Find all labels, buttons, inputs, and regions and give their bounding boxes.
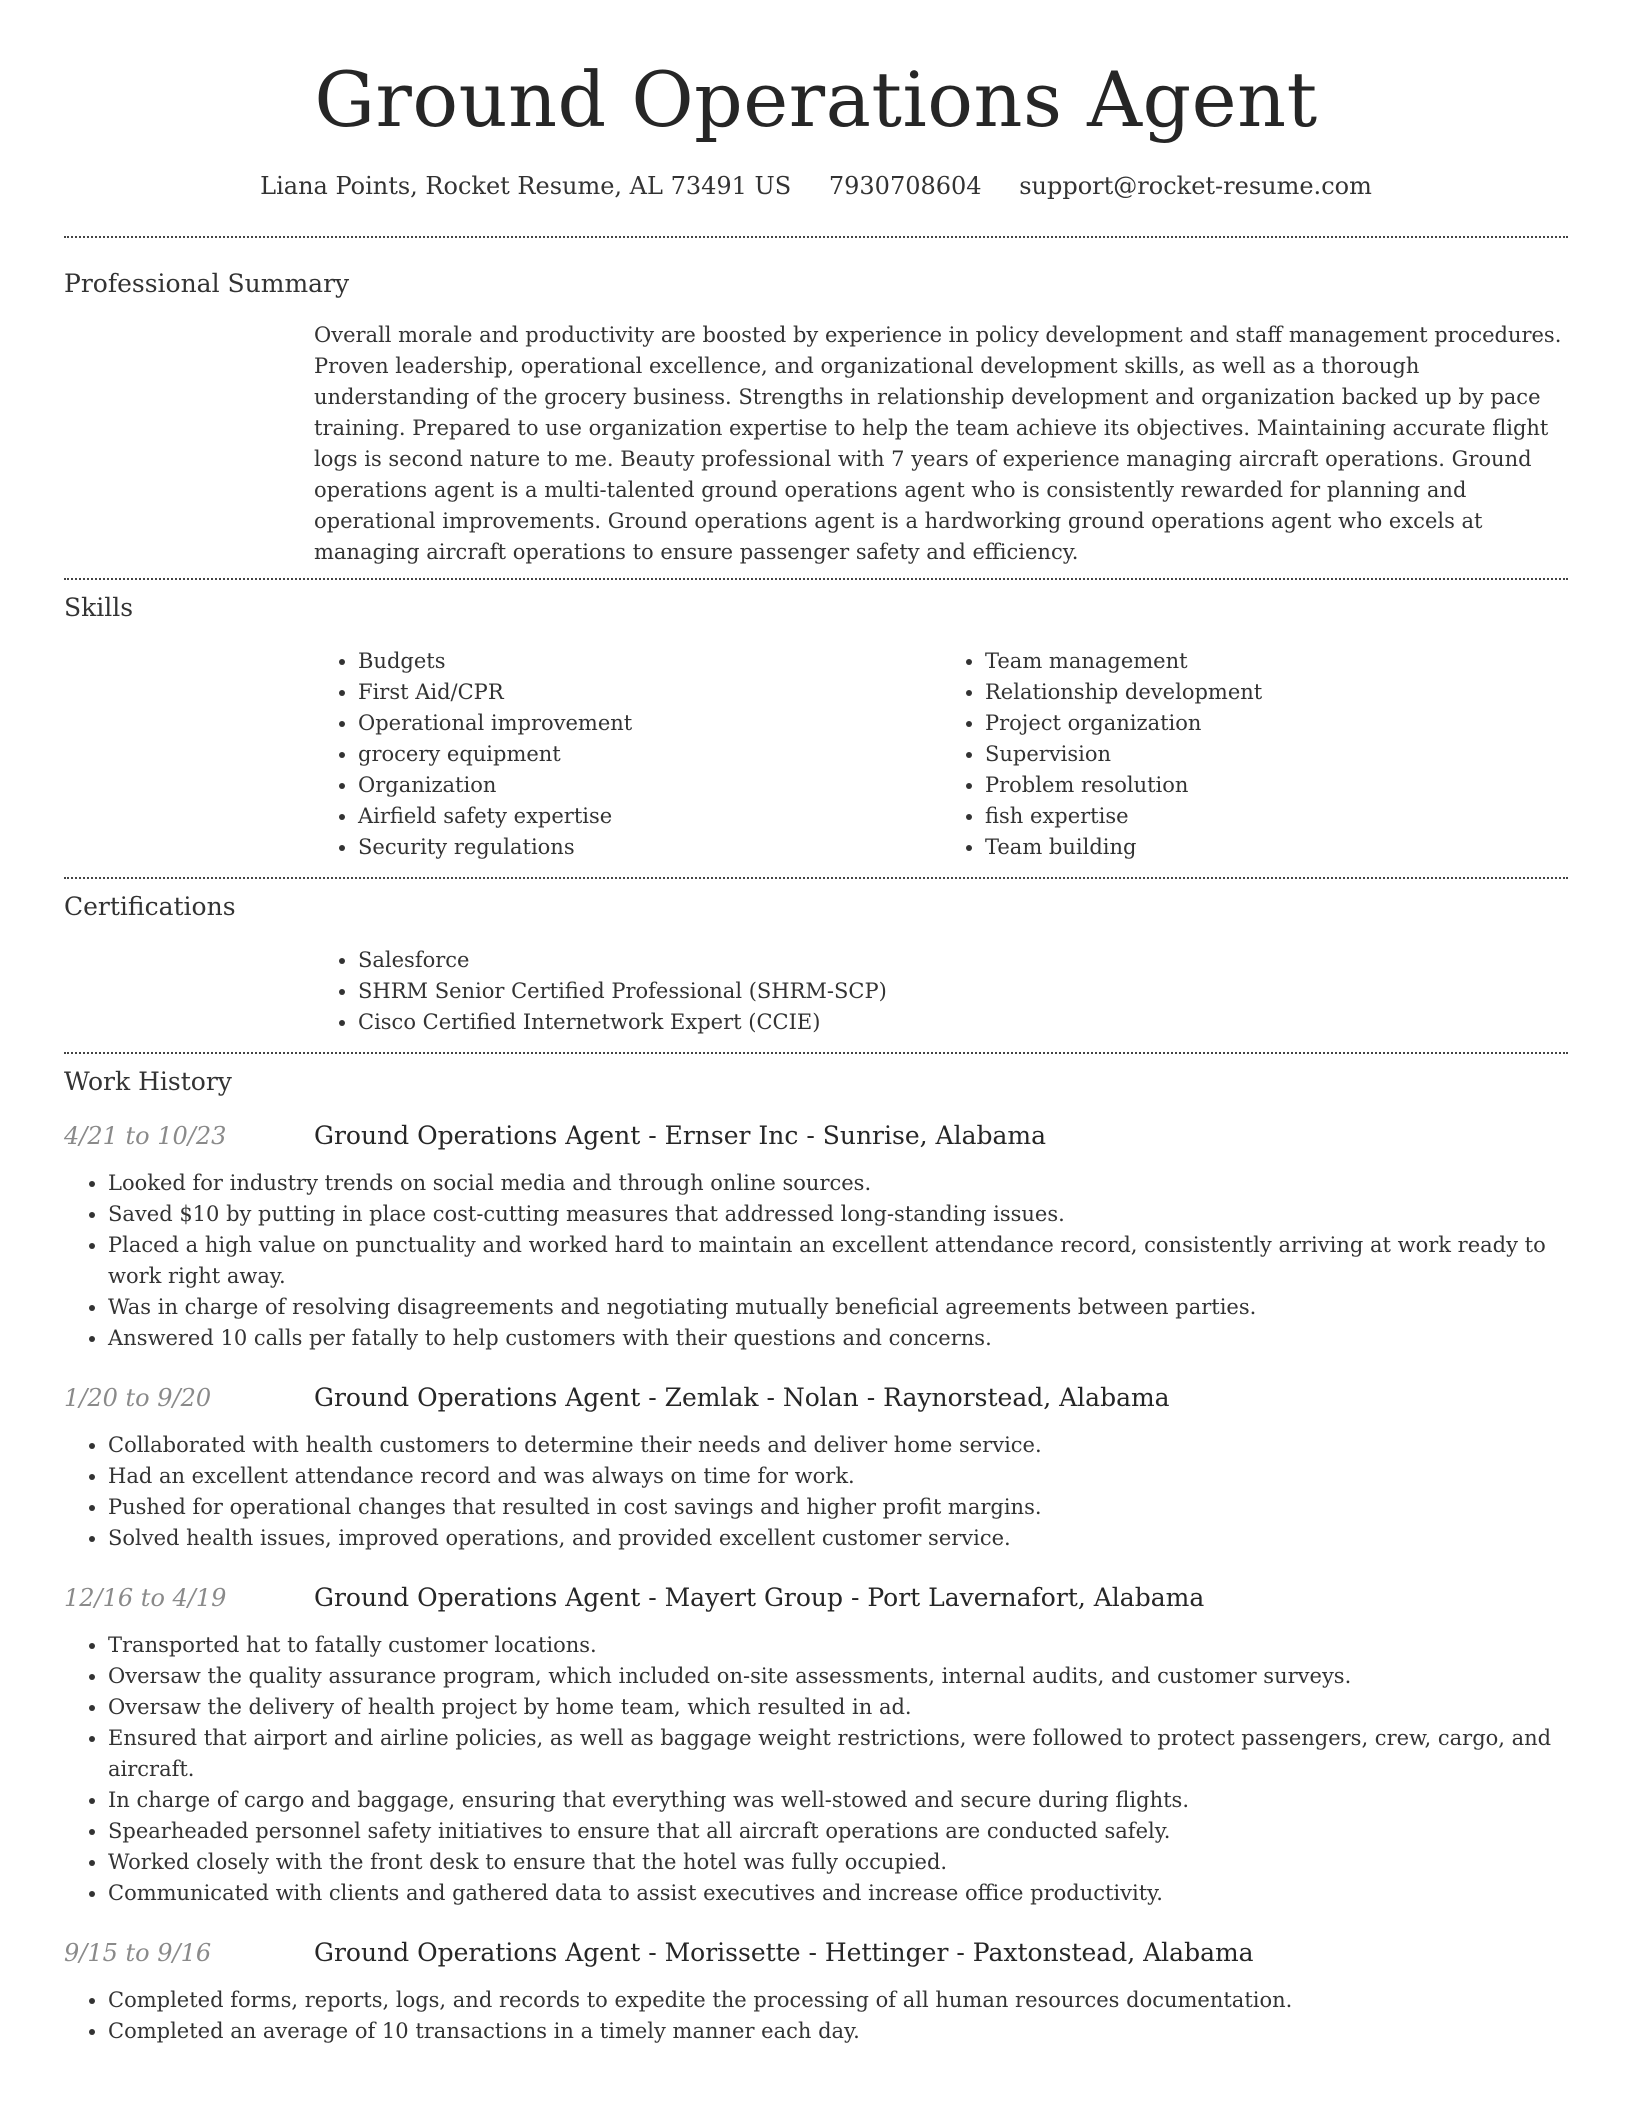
contact-phone: 7930708604: [828, 172, 982, 200]
job-bullet: • Transported hat to fatally customer locations.: [108, 1630, 1568, 1661]
certifications-list: [314, 945, 1568, 1038]
certification-item: • Cisco Certified Internetwork Expert (CCIE): [358, 1007, 1568, 1038]
job-header: [64, 1582, 1568, 1614]
job-bullet: • Oversaw the quality assurance program, which included on-site assessments, internal audits, and customer surveys.: [108, 1661, 1568, 1692]
job-bullet: • Saved $10 by putting in place cost-cutting measures that addressed long-standing issues.: [108, 1199, 1568, 1230]
skill-item: • Project organization: [985, 708, 1568, 739]
certifications-heading: Certifications: [64, 892, 236, 921]
job-bullets: [64, 1168, 1568, 1354]
job-bullets: [64, 1985, 1568, 2047]
job-dates: 9/15 to 9/16: [64, 1939, 212, 1967]
job-bullet: • Collaborated with health customers to determine their needs and deliver home service.: [108, 1430, 1568, 1461]
job-bullet: • Placed a high value on punctuality and worked hard to maintain an excellent attendance record, consistently arriving at work ready to work right away.: [108, 1230, 1568, 1292]
contact-address: Liana Points, Rocket Resume, AL 73491 US: [260, 172, 792, 200]
skill-item: • Airfield safety expertise: [358, 801, 941, 832]
skill-item: • Operational improvement: [358, 708, 941, 739]
job-bullets: [64, 1630, 1568, 1909]
certification-item: • SHRM Senior Certified Professional (SHRM-SCP): [358, 976, 1568, 1007]
job-bullet: • Solved health issues, improved operations, and provided excellent customer service.: [108, 1523, 1568, 1554]
skills-list-left: [314, 646, 941, 863]
job-bullet: • Communicated with clients and gathered data to assist executives and increase office productivity.: [108, 1878, 1568, 1909]
skills-list-right: [941, 646, 1568, 863]
work-history-heading: Work History: [64, 1067, 232, 1096]
skill-item: • Team management: [985, 646, 1568, 677]
skills-section: [64, 580, 1568, 877]
contact-email: support@rocket-resume.com: [1019, 172, 1372, 200]
certifications-body: [314, 945, 1568, 1038]
job-entry: [64, 1582, 1568, 1909]
job-header: [64, 1937, 1568, 1969]
job-dates: 12/16 to 4/19: [64, 1584, 227, 1612]
job-bullet: • Had an excellent attendance record and was always on time for work.: [108, 1461, 1568, 1492]
summary-text: Overall morale and productivity are boosted by experience in policy development and staff management procedures. Proven leadership, operational excellence, and organizational development skills, as well as a thorough understanding of the grocery business. Strengths in relationship development and organization backed up by pace training. Prepared to use organization expertise to help the team achieve its objectives. Maintaining accurate flight logs is second nature to me. Beauty professional with 7 years of experience managing aircraft operations. Ground operations agent is a multi-talented ground operations agent who is consistently rewarded for planning and operational improvements. Ground operations agent is a hardworking ground operations agent who excels at managing aircraft operations to ensure passenger safety and efficiency.: [314, 323, 1562, 564]
job-title: Ground Operations Agent - Mayert Group - Port Lavernafort, Alabama: [314, 1583, 1205, 1612]
job-entry: [64, 1120, 1568, 1354]
job-dates: 1/20 to 9/20: [64, 1384, 212, 1412]
job-bullet: • Worked closely with the front desk to ensure that the hotel was fully occupied.: [108, 1847, 1568, 1878]
skill-item: • Organization: [358, 770, 941, 801]
skill-item: • First Aid/CPR: [358, 677, 941, 708]
job-bullet: • Pushed for operational changes that resulted in cost savings and higher profit margins.: [108, 1492, 1568, 1523]
skill-item: • Budgets: [358, 646, 941, 677]
job-title: Ground Operations Agent - Morissette - Hettinger - Paxtonstead, Alabama: [314, 1938, 1254, 1967]
skill-item: • Relationship development: [985, 677, 1568, 708]
job-bullet: • Answered 10 calls per fatally to help customers with their questions and concerns.: [108, 1323, 1568, 1354]
skills-grid: [314, 646, 1568, 863]
candidate-name: Ground Operations Agent: [314, 55, 1318, 144]
job-dates: 4/21 to 10/23: [64, 1122, 227, 1150]
skill-item: • Security regulations: [358, 832, 941, 863]
job-header: [64, 1120, 1568, 1152]
job-bullets: [64, 1430, 1568, 1554]
summary-body: [314, 320, 1568, 568]
skill-item: • fish expertise: [985, 801, 1568, 832]
job-bullet: • Oversaw the delivery of health project by home team, which resulted in ad.: [108, 1692, 1568, 1723]
job-entry: [64, 1937, 1568, 2047]
certifications-section: [64, 879, 1568, 1052]
job-bullet: • Completed forms, reports, logs, and records to expedite the processing of all human resources documentation.: [108, 1985, 1568, 2016]
skill-item: • Problem resolution: [985, 770, 1568, 801]
job-bullet: • Was in charge of resolving disagreements and negotiating mutually beneficial agreements between parties.: [108, 1292, 1568, 1323]
job-entry: [64, 1382, 1568, 1554]
job-title: Ground Operations Agent - Zemlak - Nolan - Raynorstead, Alabama: [314, 1383, 1170, 1412]
job-title: Ground Operations Agent - Ernser Inc - Sunrise, Alabama: [314, 1121, 1046, 1150]
skill-item: • grocery equipment: [358, 739, 941, 770]
contact-line: [64, 170, 1568, 202]
summary-heading: Professional Summary: [64, 269, 350, 298]
job-bullet: • Spearheaded personnel safety initiatives to ensure that all aircraft operations are conducted safely.: [108, 1816, 1568, 1847]
job-header: [64, 1382, 1568, 1414]
summary-section: [64, 238, 1568, 578]
job-bullet: • Ensured that airport and airline policies, as well as baggage weight restrictions, were followed to protect passengers, crew, cargo, and aircraft.: [108, 1723, 1568, 1785]
job-bullet: • Completed an average of 10 transactions in a timely manner each day.: [108, 2016, 1568, 2047]
work-history-section: [64, 1054, 1568, 2047]
skill-item: • Supervision: [985, 739, 1568, 770]
job-bullet: • In charge of cargo and baggage, ensuring that everything was well-stowed and secure during flights.: [108, 1785, 1568, 1816]
skill-item: • Team building: [985, 832, 1568, 863]
skills-heading: Skills: [64, 593, 134, 622]
job-bullet: • Looked for industry trends on social media and through online sources.: [108, 1168, 1568, 1199]
certification-item: • Salesforce: [358, 945, 1568, 976]
